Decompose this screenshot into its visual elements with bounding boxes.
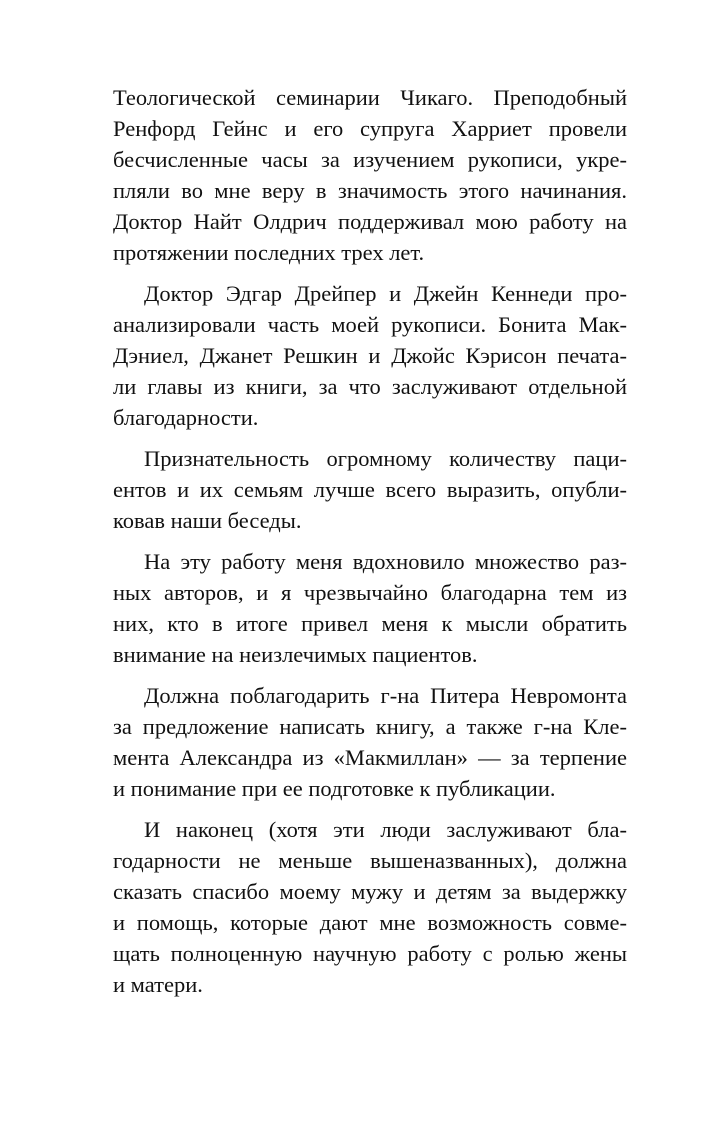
- text-line: Теологической семинарии Чикаго. Преподобный: [113, 85, 627, 110]
- paragraph: [113, 546, 627, 670]
- text-line: и помощь, которые дают мне возможность совме-: [113, 910, 627, 935]
- text-line: Дэниел, Джанет Решкин и Джойс Кэрисон печата-: [113, 343, 627, 368]
- text-line: ковав наши беседы.: [113, 508, 302, 533]
- text-line: Ренфорд Гейнс и его супруга Харриет провели: [113, 116, 627, 141]
- paragraph: [113, 278, 627, 433]
- text-line: бесчисленные часы за изучением рукописи, укре-: [113, 147, 627, 172]
- text-line: ли главы из книги, за что заслуживают отдельной: [113, 374, 627, 399]
- text-line: Должна поблагодарить г-на Питера Невромонта: [144, 683, 627, 708]
- text-line: Доктор Найт Олдрич поддерживал мою работу на: [113, 209, 627, 234]
- page-text: [113, 82, 627, 1010]
- text-line: сказать спасибо моему мужу и детям за выдержку: [113, 879, 627, 904]
- text-line: Признательность огромному количеству паци-: [144, 446, 627, 471]
- text-line: ных авторов, и я чрезвычайно благодарна тем из: [113, 580, 627, 605]
- paragraph: [113, 82, 627, 268]
- text-line: щать полноценную научную работу с ролью жены: [113, 941, 627, 966]
- text-line: Доктор Эдгар Дрейпер и Джейн Кеннеди про-: [144, 281, 627, 306]
- text-line: И наконец (хотя эти люди заслуживают бла-: [144, 817, 627, 842]
- text-line: пляли во мне веру в значимость этого начинания.: [113, 178, 627, 203]
- text-line: них, кто в итоге привел меня к мысли обратить: [113, 611, 627, 636]
- paragraph: [113, 443, 627, 536]
- text-line: ентов и их семьям лучше всего выразить, опубли-: [113, 477, 627, 502]
- paragraph: [113, 680, 627, 804]
- text-line: за предложение написать книгу, а также г-на Кле-: [113, 714, 627, 739]
- text-line: внимание на неизлечимых пациентов.: [113, 642, 478, 667]
- text-line: На эту работу меня вдохновило множество раз-: [144, 549, 627, 574]
- text-line: годарности не меньше вышеназванных), должна: [113, 848, 627, 873]
- text-line: анализировали часть моей рукописи. Бонита Мак-: [113, 312, 627, 337]
- text-line: благодарности.: [113, 405, 259, 430]
- text-line: мента Александра из «Макмиллан» — за терпение: [113, 745, 627, 770]
- text-line: и матери.: [113, 972, 203, 997]
- text-line: протяжении последних трех лет.: [113, 240, 425, 265]
- paragraph: [113, 814, 627, 1000]
- text-line: и понимание при ее подготовке к публикации.: [113, 776, 556, 801]
